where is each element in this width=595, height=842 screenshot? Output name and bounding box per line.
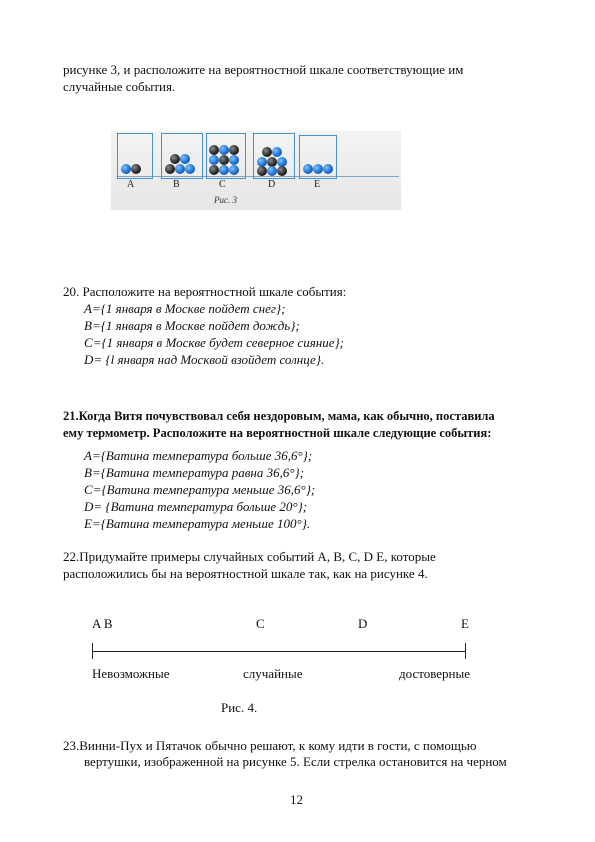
scale-zone-certain: достоверные (399, 666, 471, 681)
page-number: 12 (290, 792, 303, 807)
task-20-event-a: A={1 января в Москве пойдет снег}; (84, 301, 286, 316)
figure-3-label-c: C (219, 179, 226, 190)
scale-label-e: E (461, 616, 469, 631)
ball (262, 147, 272, 157)
task-20-event-c: C={1 января в Москве будет северное сияние}; (84, 335, 344, 350)
intro-line-1: рисунке 3, и расположите на вероятностной шкале соответствующие им (63, 62, 464, 77)
task-23-line-2: вертушки, изображенной на рисунке 5. Если стрелка остановится на черном (84, 754, 507, 769)
task-21-event-a: A={Ватина температура больше 36,6°}; (84, 448, 313, 463)
figure-3-label-b: B (173, 179, 180, 190)
scale-zone-impossible: Невозможные (92, 666, 170, 681)
task-21-event-e: E={Ватина температура меньше 100°}. (84, 516, 311, 531)
figure-3-image (111, 131, 401, 210)
ball (257, 166, 267, 176)
ball (175, 164, 185, 174)
figure-3-label-e: E (314, 179, 321, 190)
ball (313, 164, 323, 174)
task-21-event-d: D= {Ватина температура больше 20°}; (84, 499, 308, 514)
task-22-line-1: 22.Придумайте примеры случайных событий A, B, C, D E, которые (63, 549, 436, 564)
ball (185, 164, 195, 174)
figure-3-label-a: A (127, 179, 135, 190)
ball (219, 155, 229, 165)
task-21-heading-line-2: ему термометр. Расположите на вероятностной шкале следующие события: (63, 426, 492, 440)
ball (180, 154, 190, 164)
ball (219, 165, 229, 175)
scale-label-a-b: A B (92, 616, 113, 631)
ball (121, 164, 131, 174)
figure-3-caption: Рис. 3 (214, 195, 237, 205)
scale-tick-left (92, 643, 93, 659)
task-23-line-1: 23.Винни-Пух и Пятачок обычно решают, к кому идти в гости, с помощью (63, 738, 477, 753)
scale-zone-random: случайные (243, 666, 303, 681)
ball (272, 147, 282, 157)
ball (303, 164, 313, 174)
ball (323, 164, 333, 174)
figure-4-caption: Рис. 4. (221, 700, 258, 715)
ball (267, 166, 277, 176)
ball (209, 145, 219, 155)
ball (229, 165, 239, 175)
figure-3-label-d: D (268, 179, 276, 190)
ball (229, 145, 239, 155)
task-20-event-d: D= {l января над Москвой взойдет солнце}. (84, 352, 325, 367)
ball (170, 154, 180, 164)
ball (209, 155, 219, 165)
task-22-line-2: расположились бы на вероятностной шкале так, как на рисунке 4. (63, 566, 428, 581)
intro-line-2: случайные события. (63, 79, 176, 94)
task-20-heading: 20. Расположите на вероятностной шкале события: (63, 284, 347, 299)
ball (131, 164, 141, 174)
ball (209, 165, 219, 175)
ball (219, 145, 229, 155)
probability-scale-line (92, 651, 465, 652)
ball (165, 164, 175, 174)
task-20-event-b: B={1 января в Москве пойдет дождь}; (84, 318, 300, 333)
scale-label-d: D (358, 616, 368, 631)
task-21-event-c: C={Ватина температура меньше 36,6°}; (84, 482, 316, 497)
task-21-heading-line-1: 21.Когда Витя почувствовал себя нездоровым, мама, как обычно, поставила (63, 409, 495, 423)
task-21-event-b: B={Ватина температура равна 36,6°}; (84, 465, 305, 480)
scale-label-c: C (256, 616, 265, 631)
ball (277, 166, 287, 176)
scale-tick-right (465, 643, 466, 659)
ball (229, 155, 239, 165)
